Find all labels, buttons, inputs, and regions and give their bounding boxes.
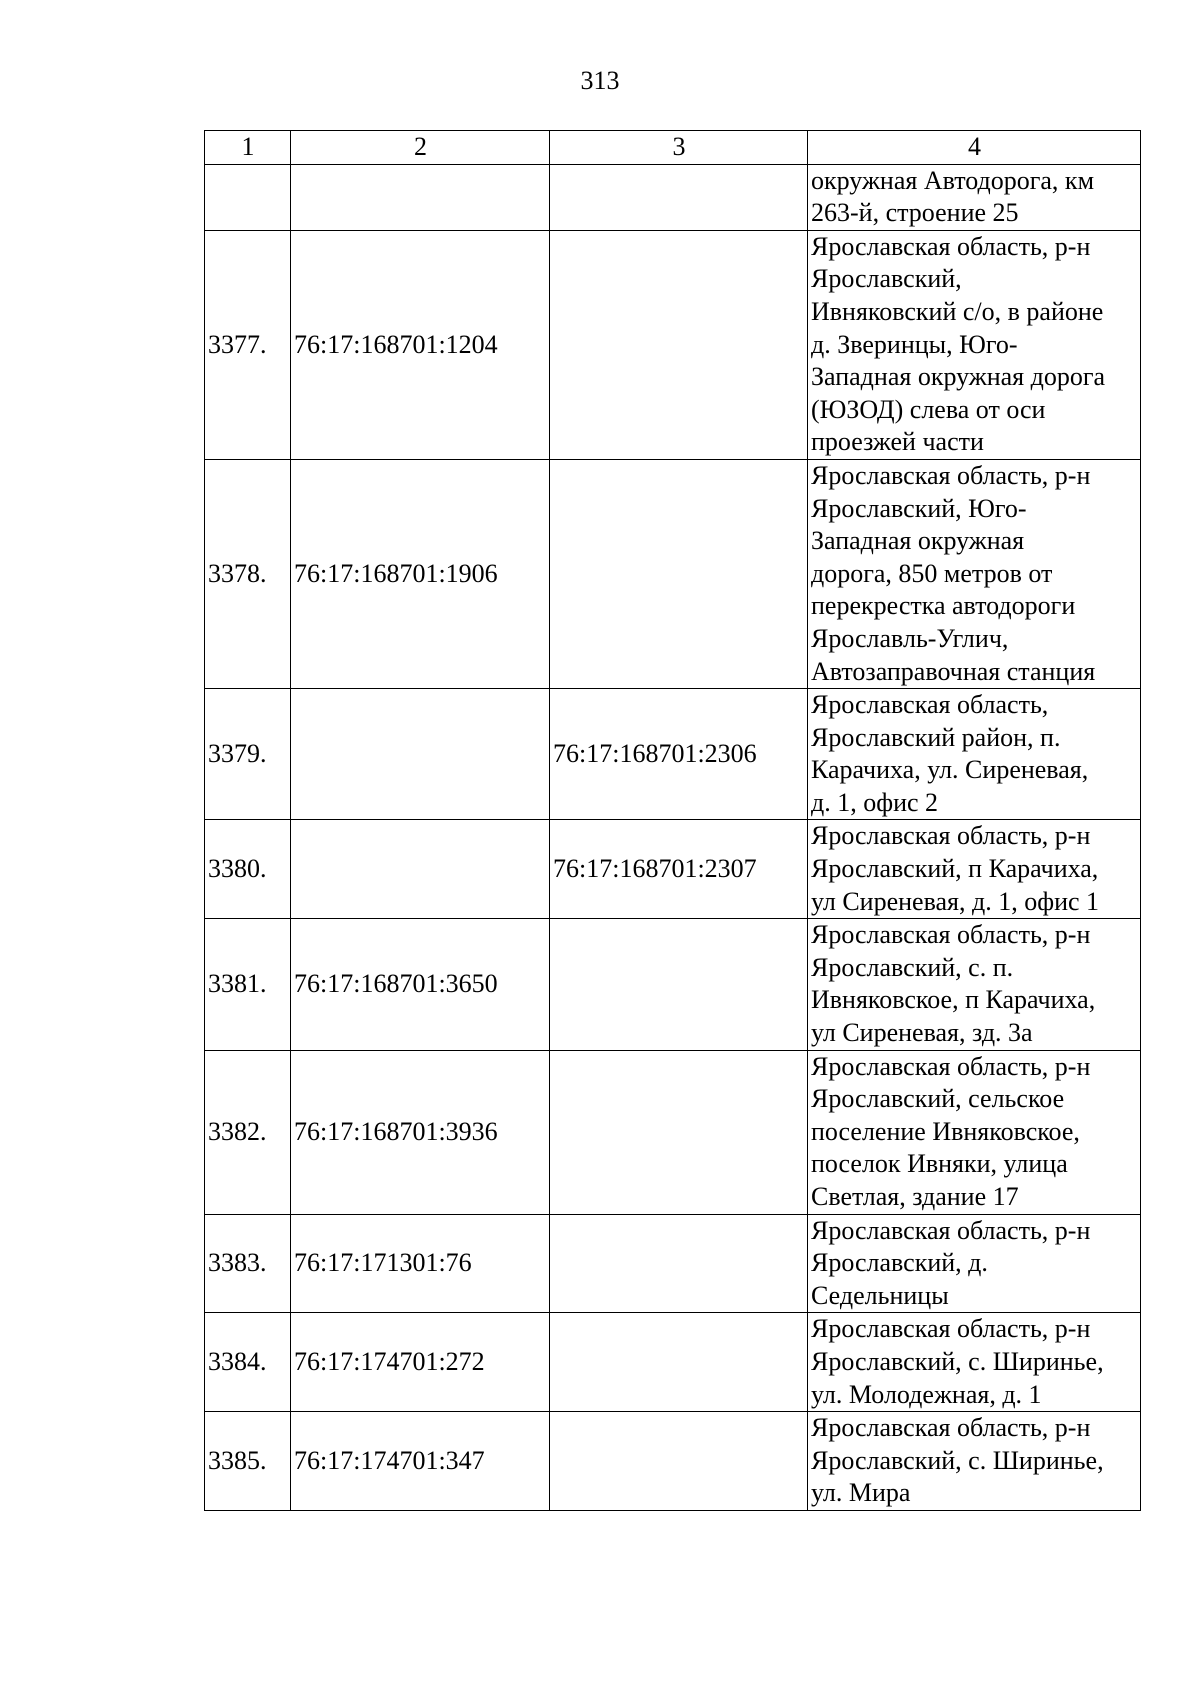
cadastral-number-cell: 76:17:171301:76 <box>291 1214 550 1313</box>
row-number-cell: 3385. <box>205 1412 291 1511</box>
cadastral-number-alt-cell <box>550 230 808 459</box>
table-row <box>205 689 1141 820</box>
cadastral-number-cell: 76:17:168701:1906 <box>291 459 550 688</box>
address-cell: Ярославская область, р-н Ярославский, с. п. Ивняковское, п Карачиха, ул Сиреневая, зд. 3а <box>808 919 1141 1050</box>
column-header-3: 3 <box>550 131 808 165</box>
row-number-cell <box>205 164 291 230</box>
address-cell: Ярославская область, р-н Ярославский, д. Седельницы <box>808 1214 1141 1313</box>
cadastral-number-alt-cell <box>550 1313 808 1412</box>
cadastral-number-cell <box>291 820 550 919</box>
table-header-row <box>205 131 1141 165</box>
cadastral-number-alt-cell <box>550 1050 808 1214</box>
cadastral-number-cell: 76:17:174701:347 <box>291 1412 550 1511</box>
page-number: 313 <box>580 66 620 95</box>
address-cell: Ярославская область, р-н Ярославский, сельское поселение Ивняковское, поселок Ивняки, улица Светлая, здание 17 <box>808 1050 1141 1214</box>
cadastral-number-alt-cell <box>550 164 808 230</box>
row-number-cell: 3384. <box>205 1313 291 1412</box>
cadastral-number-alt-cell <box>550 1214 808 1313</box>
table-row <box>205 459 1141 688</box>
table-row <box>205 230 1141 459</box>
table-row <box>205 1313 1141 1412</box>
cadastral-number-alt-cell: 76:17:168701:2306 <box>550 689 808 820</box>
column-header-2: 2 <box>291 131 550 165</box>
cadastral-number-cell: 76:17:168701:1204 <box>291 230 550 459</box>
row-number-cell: 3379. <box>205 689 291 820</box>
column-header-1: 1 <box>205 131 291 165</box>
cadastral-number-cell: 76:17:168701:3936 <box>291 1050 550 1214</box>
table-body <box>205 164 1141 1510</box>
address-cell: Ярославская область, р-н Ярославский, с. Ширинье, ул. Мира <box>808 1412 1141 1511</box>
table-row <box>205 1214 1141 1313</box>
table-row <box>205 164 1141 230</box>
address-cell: Ярославская область, Ярославский район, п. Карачиха, ул. Сиреневая, д. 1, офис 2 <box>808 689 1141 820</box>
cadastral-number-cell <box>291 164 550 230</box>
row-number-cell: 3378. <box>205 459 291 688</box>
table-row <box>205 919 1141 1050</box>
table-row <box>205 820 1141 919</box>
row-number-cell: 3382. <box>205 1050 291 1214</box>
column-header-4: 4 <box>808 131 1141 165</box>
cadastral-number-cell: 76:17:174701:272 <box>291 1313 550 1412</box>
cadastral-number-cell: 76:17:168701:3650 <box>291 919 550 1050</box>
row-number-cell: 3380. <box>205 820 291 919</box>
cadastral-number-cell <box>291 689 550 820</box>
registry-table <box>204 130 1141 1511</box>
address-cell: Ярославская область, р-н Ярославский, Юго- Западная окружная дорога, 850 метров от перекрестка автодороги Ярославль-Углич, Автозаправочная станция <box>808 459 1141 688</box>
row-number-cell: 3381. <box>205 919 291 1050</box>
cadastral-number-alt-cell <box>550 919 808 1050</box>
address-cell: Ярославская область, р-н Ярославский, п Карачиха, ул Сиреневая, д. 1, офис 1 <box>808 820 1141 919</box>
table-row <box>205 1412 1141 1511</box>
row-number-cell: 3377. <box>205 230 291 459</box>
address-cell: Ярославская область, р-н Ярославский, с. Ширинье, ул. Молодежная, д. 1 <box>808 1313 1141 1412</box>
cadastral-number-alt-cell <box>550 459 808 688</box>
cadastral-number-alt-cell <box>550 1412 808 1511</box>
row-number-cell: 3383. <box>205 1214 291 1313</box>
address-cell: окружная Автодорога, км 263-й, строение 25 <box>808 164 1141 230</box>
table-row <box>205 1050 1141 1214</box>
cadastral-number-alt-cell: 76:17:168701:2307 <box>550 820 808 919</box>
address-cell: Ярославская область, р-н Ярославский, Ивняковский с/о, в районе д. Зверинцы, Юго- Западная окружная дорога (ЮЗОД) слева от оси проезжей части <box>808 230 1141 459</box>
